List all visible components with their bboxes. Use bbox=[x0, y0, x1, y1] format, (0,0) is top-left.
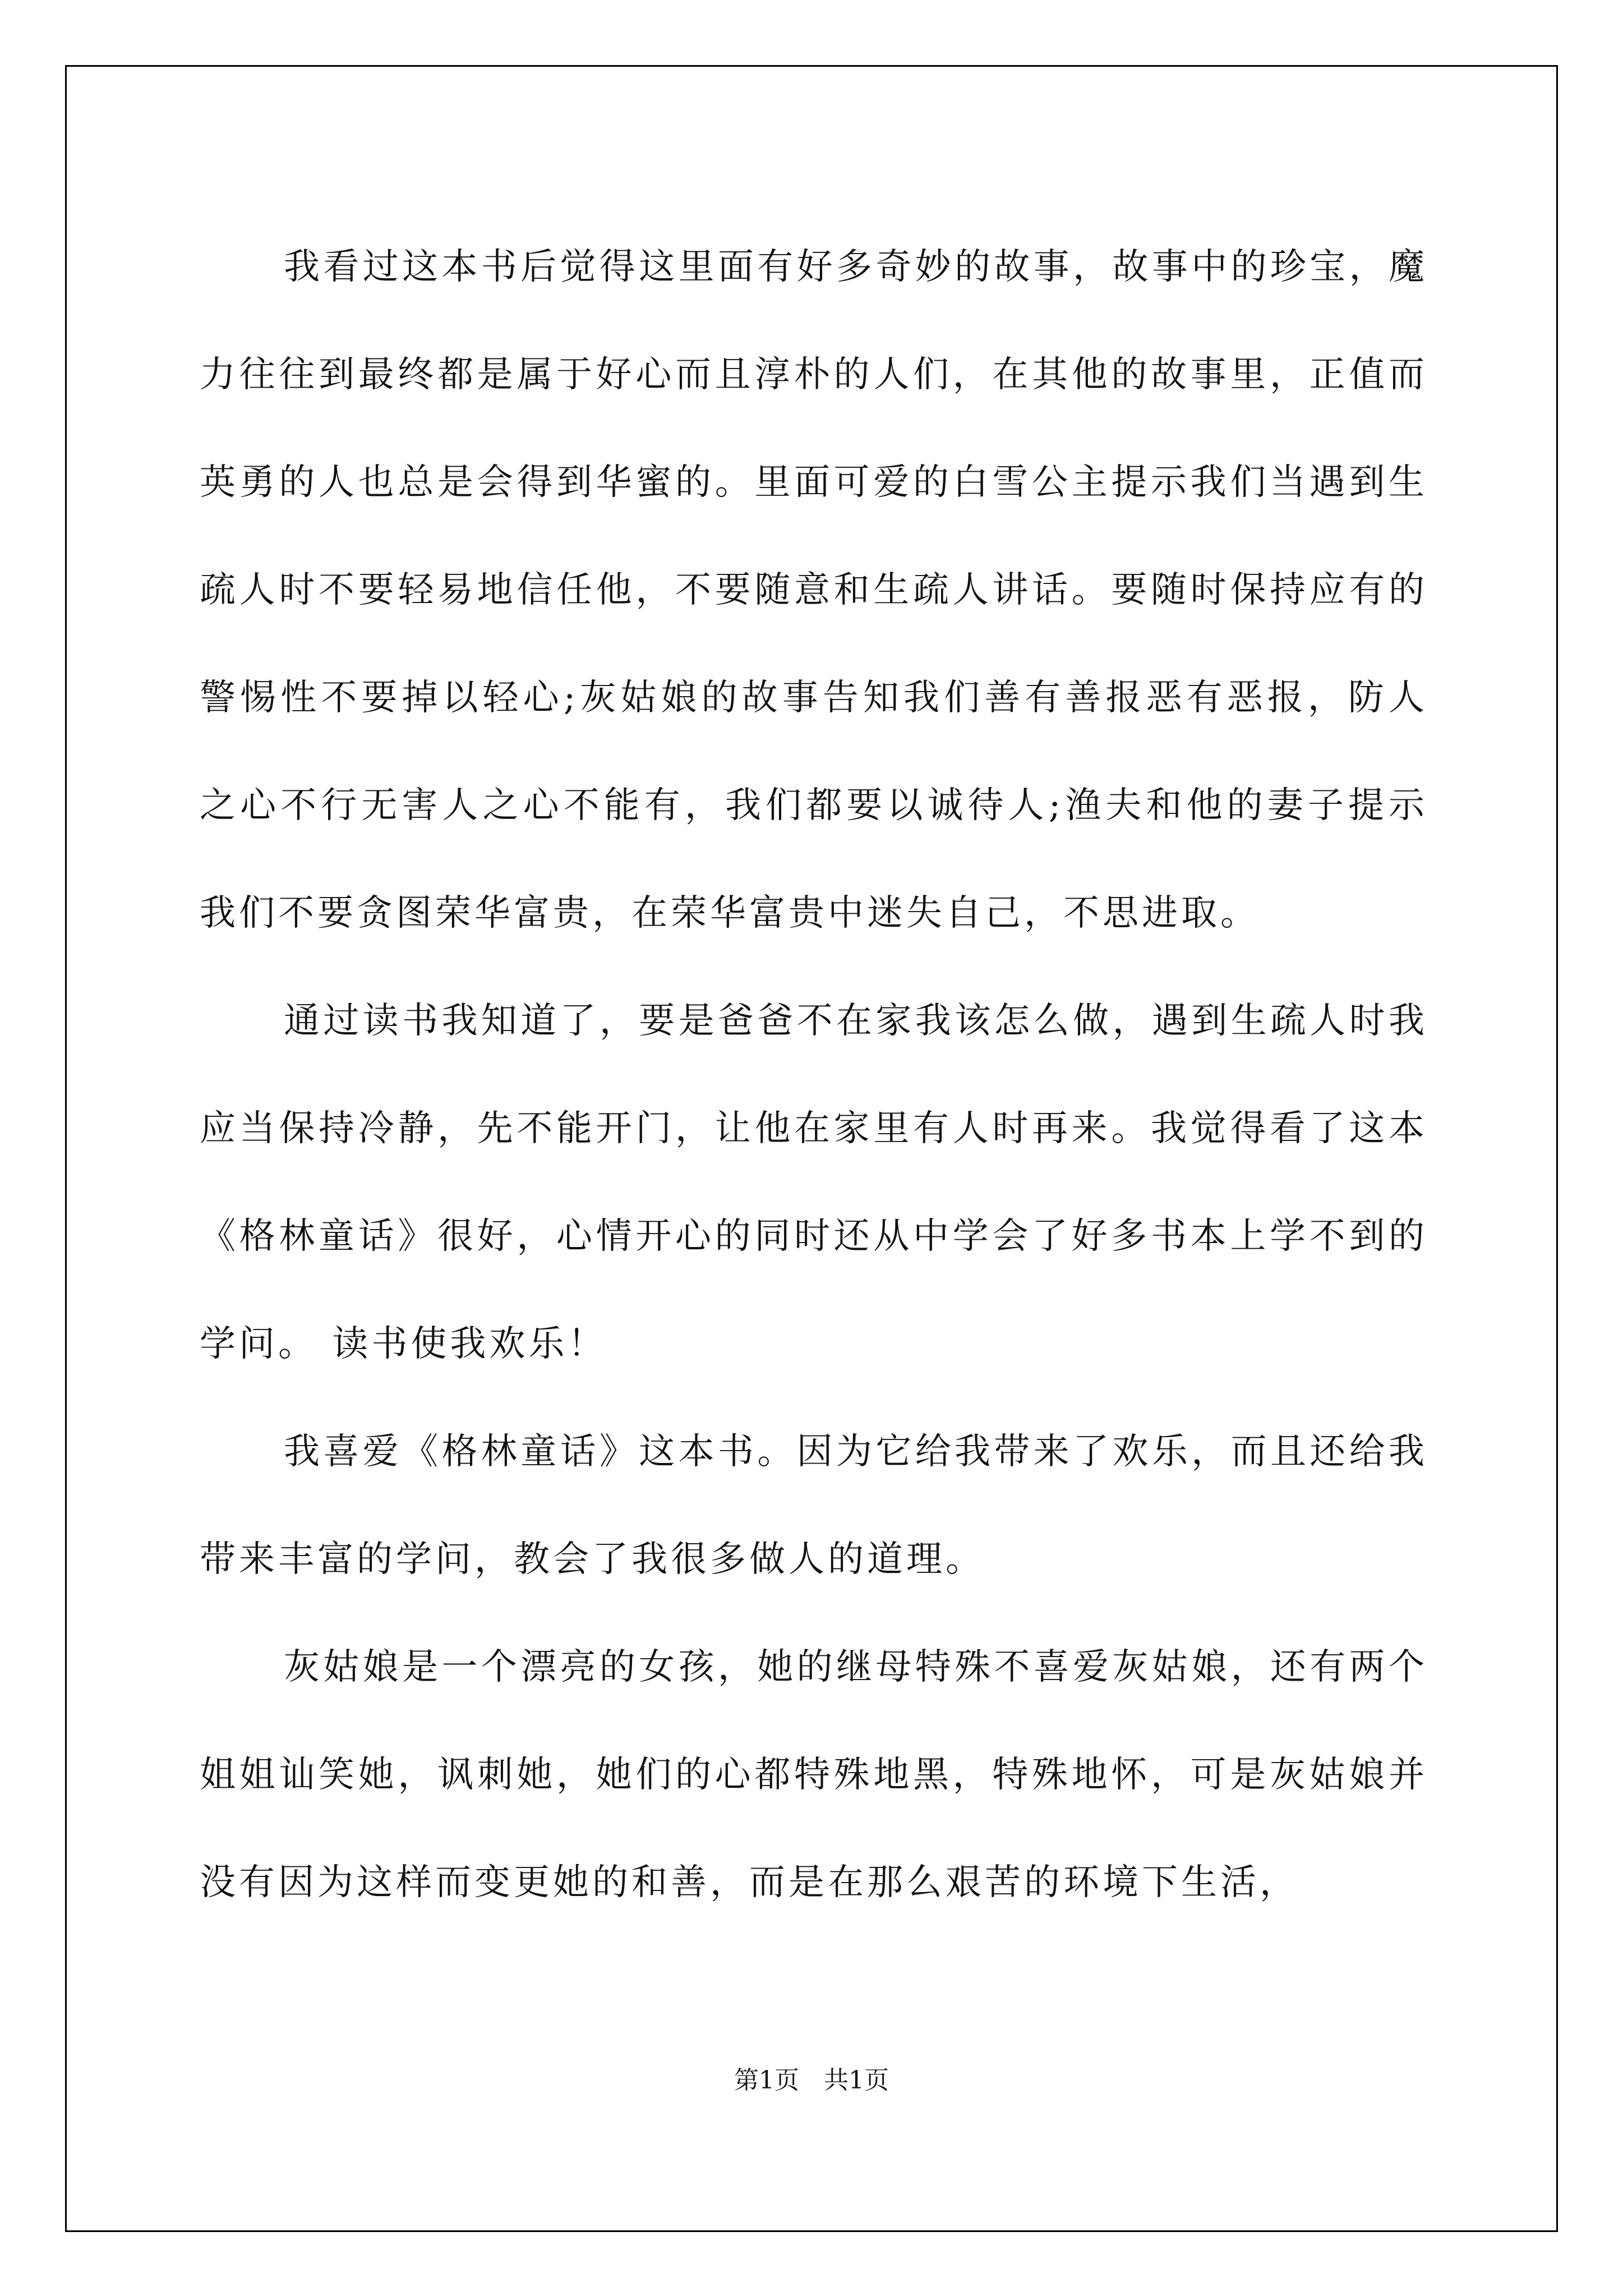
page-number-footer: 第1页 共1页 bbox=[734, 2066, 889, 2095]
paragraph: 我看过这本书后觉得这里面有好多奇妙的故事，故事中的珍宝，魔力往往到最终都是属于好心而且淳朴的人们，在其他的故事里，正值而英勇的人也总是会得到华蜜的。里面可爱的白雪公主提示我们当遇到生疏人时不要轻易地信任他，不要随意和生疏人讲话。要随时保持应有的警惕性不要掉以轻心;灰姑娘的故事告知我们善有善报恶有恶报，防人之心不行无害人之心不能有，我们都要以诚待人;渔夫和他的妻子提示我们不要贪图荣华富贵，在荣华富贵中迷失自己，不思进取。 bbox=[200, 246, 1428, 934]
paragraph: 我喜爱《格林童话》这本书。因为它给我带来了欢乐，而且还给我带来丰富的学问，教会了我很多做人的道理。 bbox=[200, 1431, 1428, 1580]
paragraph: 灰姑娘是一个漂亮的女孩，她的继母特殊不喜爱灰姑娘，还有两个姐姐讪笑她，讽刺她，她们的心都特殊地黑，特殊地怀，可是灰姑娘并没有因为这样而变更她的和善，而是在那么艰苦的环境下生活， bbox=[200, 1646, 1428, 1903]
paragraph: 通过读书我知道了，要是爸爸不在家我该怎么做，遇到生疏人时我应当保持冷静，先不能开门，让他在家里有人时再来。我觉得看了这本《格林童话》很好，心情开心的同时还从中学会了好多书本上学不到的学问。 读书使我欢乐！ bbox=[200, 1000, 1428, 1365]
document-body bbox=[200, 213, 1428, 1936]
